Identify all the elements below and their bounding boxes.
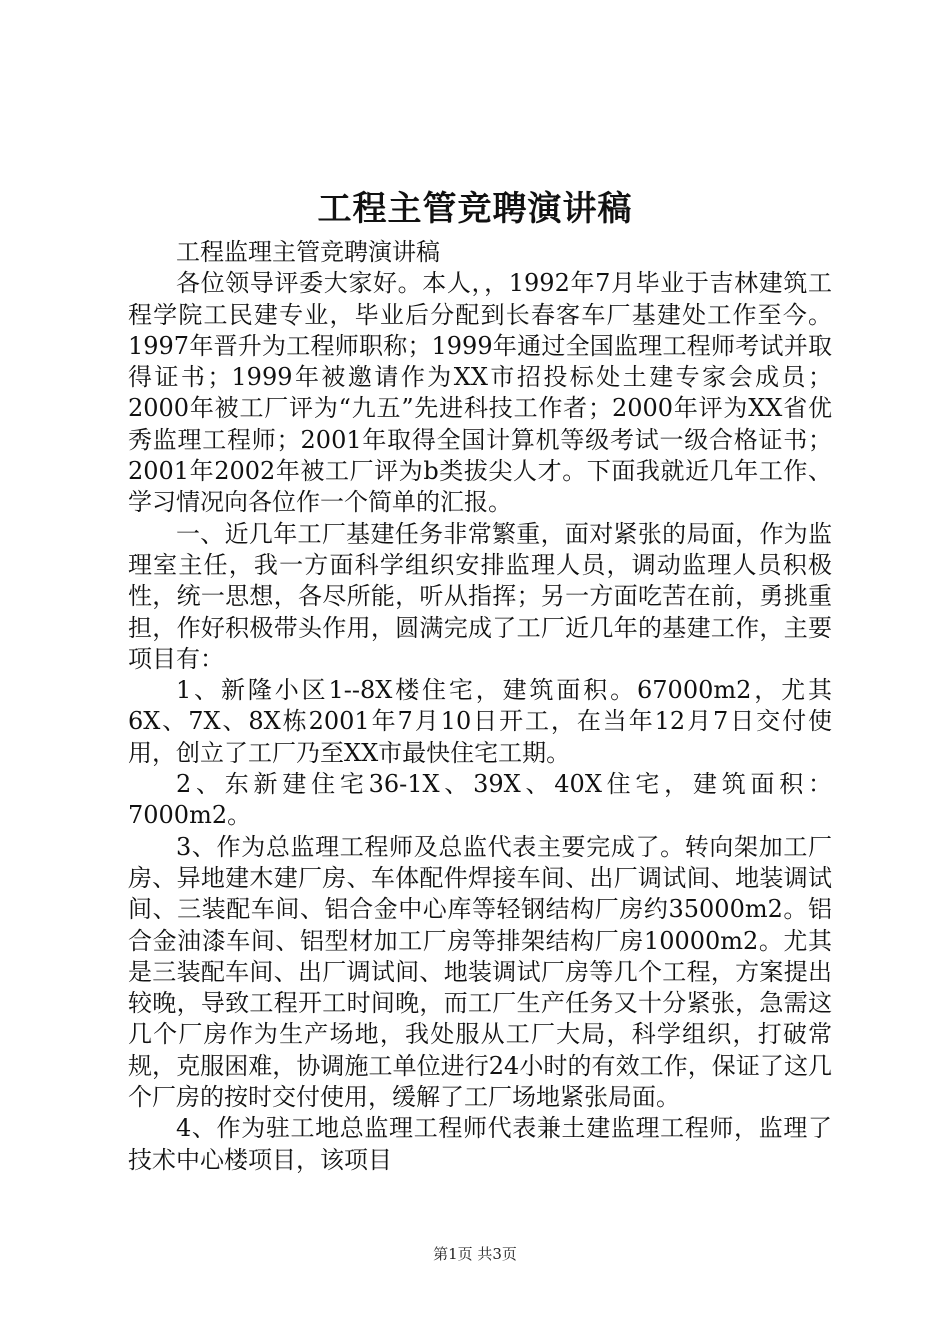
document-title: 工程主管竞聘演讲稿 — [317, 189, 633, 229]
paragraph-item-4: 4、作为驻工地总监理工程师代表兼土建监理工程师，监理了技术中心楼项目，该项目 — [128, 1114, 832, 1174]
paragraph-introduction: 各位领导评委大家好。本人，，1992年7月毕业于吉林建筑工程学院工民建专业，毕业后分配到长春客车厂基建处工作至今。1997年晋升为工程师职称；1999年通过全国监理工程师考试并取得证书；1999年被邀请作为XX市招投标处土建专家会成员；2000年被工厂评为“九五”先进科技工作者；2000年评为XX省优秀监理工程师；2001年取得全国计算机等级考试一级合格证书；2001年2002年被工厂评为b类拔尖人才。下面我就近几年工作、学习情况向各位作一个简单的汇报。 — [128, 269, 832, 517]
paragraph-subtitle: 工程监理主管竞聘演讲稿 — [176, 238, 440, 266]
paragraph-item-2: 2、东新建住宅36-1X、39X、40X住宅，建筑面积：7000m2。 — [128, 770, 832, 830]
document-body — [128, 237, 832, 1176]
paragraph-section-one: 一、近几年工厂基建任务非常繁重，面对紧张的局面，作为监理室主任，我一方面科学组织安排监理人员，调动监理人员积极性，统一思想，各尽所能，听从指挥；另一方面吃苦在前，勇挑重担，作好积极带头作用，圆满完成了工厂近几年的基建工作，主要项目有： — [128, 519, 832, 673]
page-number: 第1页 共3页 — [433, 1245, 517, 1263]
paragraph-item-3: 3、作为总监理工程师及总监代表主要完成了。转向架加工厂房、异地建木建厂房、车体配件焊接车间、出厂调试间、地装调试间、三装配车间、铝合金中心库等轻钢结构厂房约35000m2。铝合金油漆车间、铝型材加工厂房等排架结构厂房10000m2。尤其是三装配车间、出厂调试间、地装调试厂房等几个工程，方案提出较晚，导致工程开工时间晚，而工厂生产任务又十分紧张，急需这几个厂房作为生产场地，我处服从工厂大局，科学组织，打破常规，克服困难，协调施工单位进行24小时的有效工作，保证了这几个厂房的按时交付使用，缓解了工厂场地紧张局面。 — [128, 832, 832, 1112]
paragraph-item-1: 1、新隆小区1--8X楼住宅，建筑面积。67000m2，尤其6X、7X、8X栋2001年7月10日开工，在当年12月7日交付使用，创立了工厂乃至XX市最快住宅工期。 — [128, 676, 832, 767]
